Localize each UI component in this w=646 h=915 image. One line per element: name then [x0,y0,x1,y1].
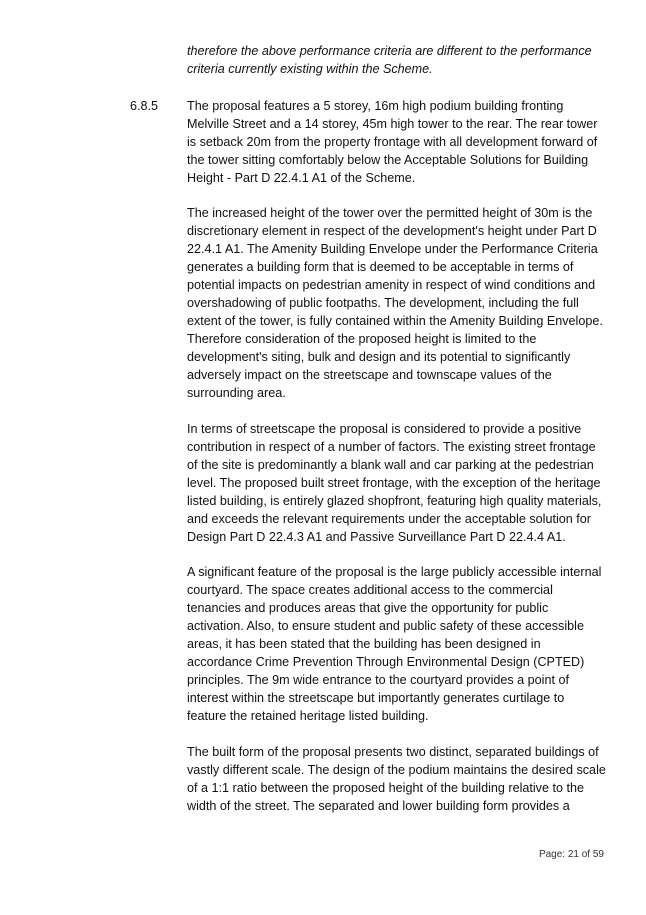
paragraph-tower-height: The increased height of the tower over the permitted height of 30m is the discretionary element in respect of the development's height under Part D 22.4.1 A1. The Amenity Building Envelope under the Performance Criteria generates a building form that is deemed to be acceptable in terms of potential impacts on pedestrian amenity in respect of wind conditions and overshadowing of public footpaths. The development, including the full extent of the tower, is fully contained within the Amenity Building Envelope. Therefore consideration of the proposed height is limited to the development's siting, bulk and design and its potential to significantly adversely impact on the streetscape and townscape values of the surrounding area. [187,206,603,400]
paragraph-courtyard: A significant feature of the proposal is the large publicly accessible internal courtyard. The space creates additional access to the commercial tenancies and produces areas that give the opportunity for public activation. Also, to ensure student and public safety of these accessible areas, it has been stated that the building has been designed in accordance Crime Prevention Through Environmental Design (CPTED) principles. The 9m wide entrance to the courtyard provides a point of interest within the streetscape but importantly generates curtilage to feature the retained heritage listed building. [187,565,602,723]
section-number: 6.8.5 [130,99,159,113]
paragraph-streetscape: In terms of streetscape the proposal is considered to provide a positive contribution in respect of a number of factors. The existing street frontage of the site is predominantly a blank wall and car parking at the pedestrian level. The proposed built street frontage, with the exception of the heritage listed building, is entirely glazed shopfront, featuring high quality materials, and exceeds the relevant requirements under the acceptable solution for Design Part D 22.4.3 A1 and Passive Surveillance Part D 22.4.4 A1. [187,422,602,544]
paragraph-building-overview: The proposal features a 5 storey, 16m high podium building fronting Melville Street and a 14 storey, 45m high tower to the rear. The rear tower is setback 20m from the property frontage with all development forward of the tower sitting comfortably below the Acceptable Solutions for Building Height - Part D 22.4.1 A1 of the Scheme. [187,99,598,185]
page-number: Page: 21 of 59 [538,849,604,860]
paragraph-built-form: The built form of the proposal presents two distinct, separated buildings of vastly different scale. The design of the podium maintains the desired scale of a 1:1 ratio between the proposed height of the building relative to the width of the street. The separated and lower building form provides a [187,745,606,813]
continued-paragraph: therefore the above performance criteria are different to the performance criteria currently existing within the Scheme. [187,44,592,76]
